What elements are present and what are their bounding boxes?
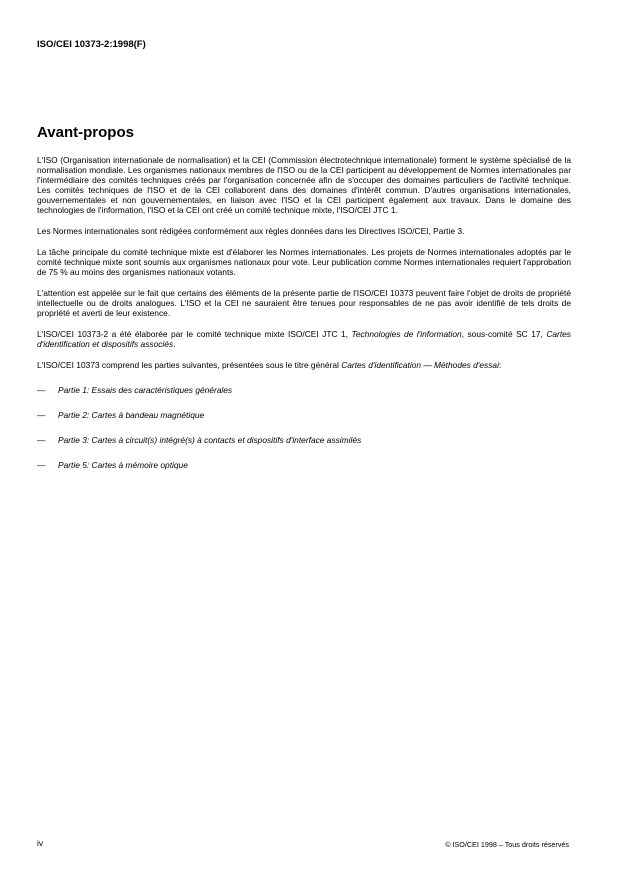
parts-intro-start: L'ISO/CEI 10373 comprend les parties suivantes, présentées sous le titre général [37,360,342,370]
list-item-part-2 [37,410,571,420]
list-dash: — [37,385,46,395]
part-2-text: Partie 2: Cartes à bandeau magnétique [58,410,205,420]
list-item-part-1 [37,385,571,395]
paragraph-patent-notice: L'attention est appelée sur le fait que certains des éléments de la présente partie de l'ISO/CEI 10373 peuvent faire l'objet de droits de propriété intellectuelle ou de droits analogues. L'ISO et la CEI ne sauraient être tenues pour responsables de ne pas avoir identifié de tels droits de propriété et averti de leur existence. [37,288,571,318]
document-id-header: ISO/CEI 10373-2:1998(F) [37,39,146,50]
committee-title: Technologies de l'information [351,329,462,339]
list-dash: — [37,410,46,420]
part-1-text: Partie 1: Essais des caractéristiques générales [58,385,233,395]
copyright-notice: © ISO/CEI 1998 – Tous droits réservés [445,840,569,849]
prepared-by-text-end: . [173,339,176,349]
part-5-text: Partie 5: Cartes à mémoire optique [58,460,188,470]
list-item-part-5 [37,460,571,470]
prepared-by-text-start: L'ISO/CEI 10373-2 a été élaborée par le comité technique mixte ISO/CEI JTC 1, [37,329,352,339]
paragraph-parts-intro [37,360,571,370]
part-3-text: Partie 3: Cartes à circuit(s) intégré(s) à contacts et dispositifs d'interface assimilés [58,435,362,445]
page-title: Avant-propos [37,124,134,141]
list-dash: — [37,435,46,445]
prepared-by-text-mid: , sous-comité SC 17, [461,329,547,339]
foreword-body [37,155,571,485]
paragraph-directives: Les Normes internationales sont rédigées conformément aux règles données dans les Directives ISO/CEI, Partie 3. [37,226,465,236]
paragraph-main-task: La tâche principale du comité technique mixte est d'élaborer les Normes internationales. Les projets de Normes internationales adoptés par le comité technique mixte sont soumis aux organismes nationaux pour vote. Leur publication comme Normes internationales requiert l'approbation de 75 % au moins des organismes nationaux votants. [37,247,571,277]
list-item-part-3 [37,435,571,445]
general-title: Cartes d'identification — Méthodes d'essai [341,360,499,370]
paragraph-organizations: L'ISO (Organisation internationale de normalisation) et la CEI (Commission électrotechnique internationale) forment le système spécialisé de la normalisation mondiale. Les organismes nationaux membres de l'ISO ou de la CEI participent au développement de Normes internationales par l'intermédiaire des comités techniques créés par l'organisation concernée afin de s'occuper des domaines particuliers de l'activité technique. Les comités techniques de l'ISO et de la CEI collaborent dans des domaines d'intérêt commun. D'autres organisations internationales, gouvernementales et non gouvernementales, en liaison avec l'ISO et la CEI participent également aux travaux. Dans le domaine des technologies de l'information, l'ISO et la CEI ont créé un comité technique mixte, l'ISO/CEI JTC 1. [37,155,571,215]
parts-intro-end: : [498,360,502,370]
subcommittee-title: Cartes d'identification et dispositifs associés [37,329,571,349]
list-dash: — [37,460,46,470]
page-number: iv [37,838,44,848]
paragraph-prepared-by [37,329,571,349]
